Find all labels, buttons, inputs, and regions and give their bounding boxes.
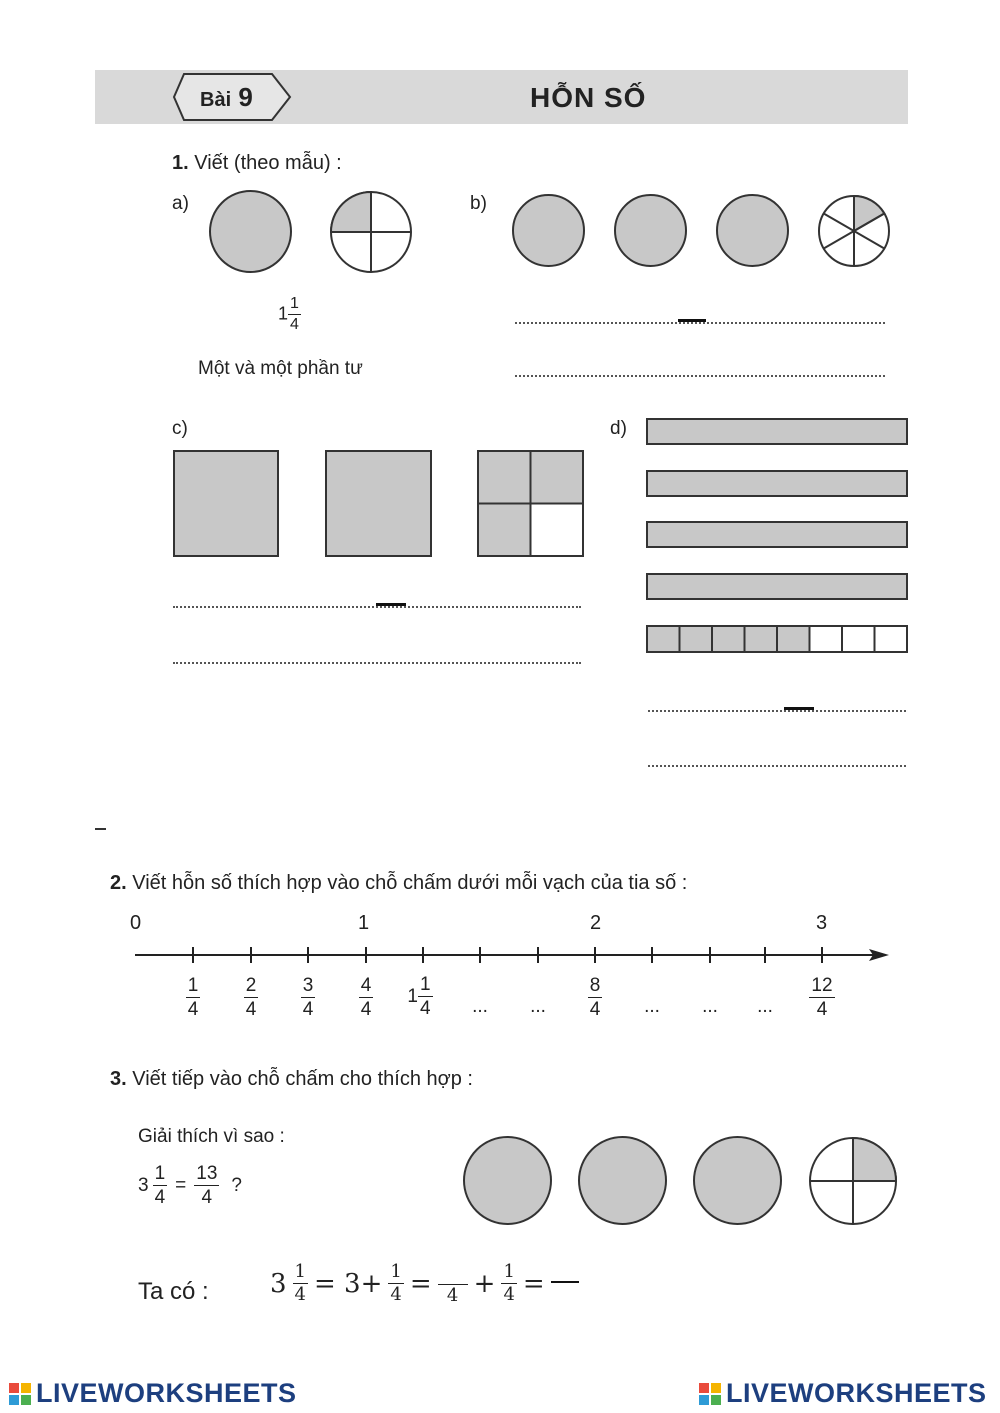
q3-whole: 3: [138, 1174, 149, 1196]
axis-label-1: 1: [358, 912, 370, 934]
q1a-reading: Một và một phần tư: [198, 358, 363, 379]
footer-logo-right: [698, 1378, 987, 1409]
q1c-label: c): [172, 418, 188, 439]
fraction-numerator: 12: [811, 975, 833, 996]
q3-number: 3.: [110, 1068, 127, 1090]
five-eighths-bar: [646, 625, 908, 653]
q1a-denominator: 4: [290, 316, 299, 333]
fraction-numerator: 1: [187, 975, 199, 996]
q1b-label: b): [470, 193, 487, 214]
mixed-whole: 1: [407, 985, 418, 1007]
ans-n4: 1: [503, 1261, 515, 1282]
answer-equation: [270, 1262, 579, 1305]
lesson-number: 9: [238, 82, 253, 112]
q1-number: 1.: [172, 152, 189, 174]
stray-mark: [95, 828, 106, 830]
q1-instruction: Viết (theo mẫu) :: [194, 152, 342, 174]
q3-explain: Giải thích vì sao :: [138, 1126, 285, 1147]
whole-circle: [693, 1136, 782, 1225]
answer-line[interactable]: [648, 765, 906, 767]
whole-bar: [646, 573, 908, 600]
ans-n1: 1: [294, 1261, 306, 1282]
q1a-mixed-number: [278, 296, 301, 333]
fraction-numerator: 4: [360, 975, 372, 996]
sixth-circle: [817, 194, 891, 268]
q3-question-mark: ?: [231, 1174, 242, 1196]
number-line-value[interactable]: ...: [757, 996, 773, 1017]
q2-number: 2.: [110, 872, 127, 894]
number-line-value: [395, 975, 445, 1018]
number-line-value: [173, 975, 213, 1019]
whole-bar: [646, 470, 908, 497]
q3-lhs-den: 4: [154, 1187, 166, 1208]
brand-name: LIVEWORKSHEETS: [36, 1378, 297, 1408]
number-line-value[interactable]: ...: [644, 996, 660, 1017]
q2-instruction: Viết hỗn số thích hợp vào chỗ chấm dưới mỗi vạch của tia số :: [132, 872, 688, 894]
ans-eq3: =: [522, 1268, 545, 1299]
number-line: [125, 940, 895, 970]
number-line-value: [575, 975, 615, 1019]
number-line-value[interactable]: ...: [530, 996, 546, 1017]
answer-line[interactable]: [173, 606, 581, 608]
number-line-value[interactable]: ...: [702, 996, 718, 1017]
whole-bar: [646, 418, 908, 445]
answer-line[interactable]: [648, 710, 906, 712]
axis-label-3: 3: [816, 912, 828, 934]
fraction-numerator: 8: [589, 975, 601, 996]
ans-whole: 3: [270, 1268, 287, 1299]
fraction-bar-input[interactable]: [376, 603, 406, 606]
q1a-label: a): [172, 193, 189, 214]
whole-square: [325, 450, 432, 557]
q3-rhs-den: 4: [201, 1187, 213, 1208]
ans-eq2: =: [409, 1268, 432, 1299]
liveworksheets-logo-icon: [698, 1382, 722, 1406]
fraction-bar-input[interactable]: [784, 707, 814, 710]
number-line-value: [802, 975, 842, 1019]
whole-circle: [716, 194, 789, 267]
q3-lhs-num: 1: [154, 1163, 166, 1184]
q1d-label: d): [610, 418, 627, 439]
q1a-whole: 1: [278, 303, 289, 324]
lesson-badge-text: [200, 82, 253, 113]
quarter-circle: [329, 190, 413, 274]
ans-eq1: = 3+: [314, 1268, 383, 1299]
whole-circle: [512, 194, 585, 267]
whole-circle: [463, 1136, 552, 1225]
answer-line[interactable]: [515, 375, 885, 377]
fraction-numerator: 2: [245, 975, 257, 996]
quarter-circle: [808, 1136, 898, 1226]
axis-label-0: 0: [130, 912, 142, 934]
fraction-denominator: 4: [816, 999, 828, 1020]
brand-name: LIVEWORKSHEETS: [726, 1378, 987, 1408]
q3-equals: =: [175, 1174, 187, 1196]
whole-square: [173, 450, 279, 557]
answer-line[interactable]: [515, 322, 885, 324]
fraction-denominator: 4: [420, 998, 431, 1019]
fraction-denominator: 4: [589, 999, 601, 1020]
number-line-value[interactable]: ...: [472, 996, 488, 1017]
q3-heading: [110, 1068, 473, 1091]
fraction-numerator: 1: [420, 974, 431, 995]
number-line-value: [231, 975, 271, 1019]
number-line-value: [288, 975, 328, 1019]
footer-logo-left: [8, 1378, 297, 1409]
ans-d2: 4: [390, 1284, 402, 1305]
fraction-numerator: 3: [302, 975, 314, 996]
answer-line[interactable]: [173, 662, 581, 664]
ans-d3: 4: [446, 1285, 459, 1306]
ans-d1: 4: [294, 1284, 306, 1305]
ans-n2: 1: [390, 1261, 402, 1282]
fraction-denominator: 4: [245, 999, 257, 1020]
fraction-denominator: 4: [360, 999, 372, 1020]
whole-circle: [578, 1136, 667, 1225]
number-line-value: [346, 975, 386, 1019]
ans-result-bar-input[interactable]: [551, 1281, 579, 1283]
fraction-denominator: 4: [187, 999, 199, 1020]
three-quarter-square: [477, 450, 584, 557]
fraction-denominator: 4: [302, 999, 314, 1020]
answer-prefix: Ta có :: [138, 1278, 209, 1305]
axis-label-2: 2: [590, 912, 602, 934]
liveworksheets-logo-icon: [8, 1382, 32, 1406]
q1-heading: [172, 152, 342, 175]
ans-plus: +: [473, 1268, 496, 1299]
whole-bar: [646, 521, 908, 548]
q3-rhs-num: 13: [196, 1163, 218, 1184]
q2-heading: [110, 872, 687, 895]
fraction-bar-input[interactable]: [678, 319, 706, 322]
q1a-numerator: 1: [288, 296, 301, 315]
whole-circle: [614, 194, 687, 267]
ans-d4: 4: [503, 1284, 515, 1305]
ans-n3-input[interactable]: [438, 1262, 468, 1285]
q3-equation: [138, 1164, 242, 1207]
lesson-word: Bài: [200, 89, 232, 111]
whole-circle: [209, 190, 292, 273]
q3-instruction: Viết tiếp vào chỗ chấm cho thích hợp :: [132, 1068, 473, 1090]
page-title: HỖN SỐ: [530, 82, 647, 113]
